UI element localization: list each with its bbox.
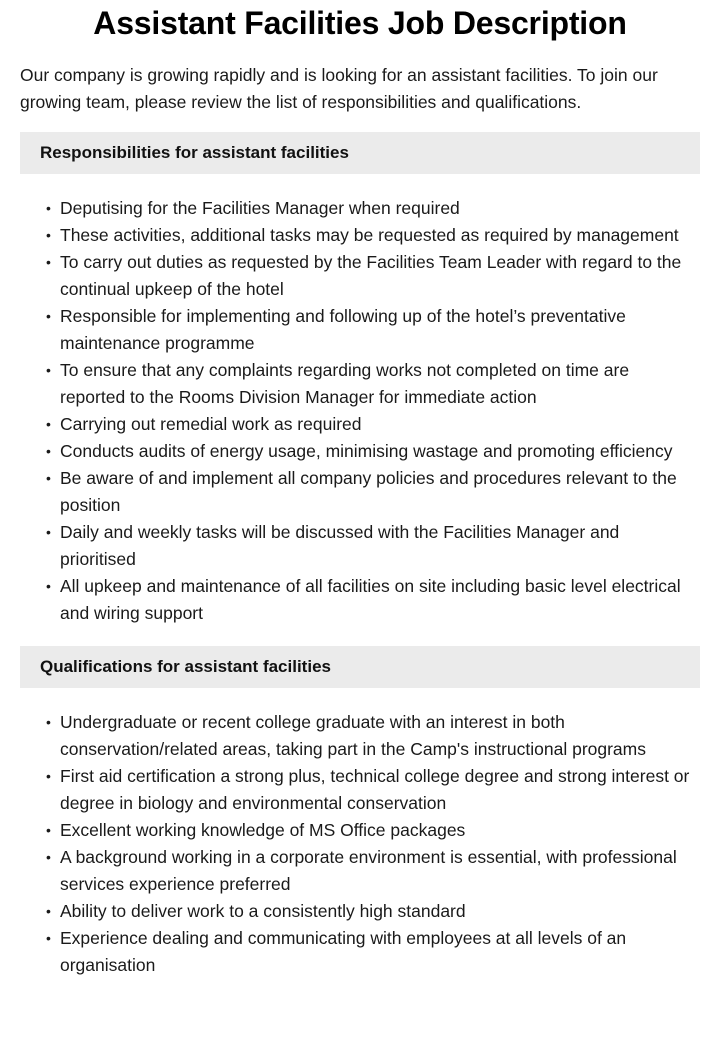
list-item: [46, 411, 700, 438]
bullet-icon: •: [46, 200, 51, 216]
bullet-icon: •: [46, 768, 51, 784]
intro-paragraph: Our company is growing rapidly and is looking for an assistant facilities. To join our growing team, please review the list of responsibilities and qualifications.: [20, 65, 658, 112]
list-item-text: Excellent working knowledge of MS Office packages: [60, 820, 466, 840]
bullet-icon: •: [46, 930, 51, 946]
list-item: [46, 519, 700, 573]
responsibilities-list: [20, 195, 700, 627]
bullet-icon: •: [46, 714, 51, 730]
bullet-icon: •: [46, 443, 51, 459]
list-item-text: Be aware of and implement all company policies and procedures relevant to the position: [60, 468, 677, 515]
list-item-text: These activities, additional tasks may be requested as required by management: [60, 225, 679, 245]
list-item: [46, 817, 700, 844]
list-item: [46, 898, 700, 925]
list-item-text: Ability to deliver work to a consistently high standard: [60, 901, 466, 921]
bullet-icon: •: [46, 903, 51, 919]
list-item-text: First aid certification a strong plus, technical college degree and strong interest or degree in biology and environmental conservation: [60, 766, 690, 813]
list-item: [46, 709, 700, 763]
list-item: [46, 249, 700, 303]
list-item: [46, 222, 700, 249]
list-item-text: Deputising for the Facilities Manager when required: [60, 198, 460, 218]
list-item: [46, 195, 700, 222]
qualifications-list: [20, 709, 700, 979]
list-item-text: Conducts audits of energy usage, minimising wastage and promoting efficiency: [60, 441, 673, 461]
list-item-text: All upkeep and maintenance of all facilities on site including basic level electrical and wiring support: [60, 576, 681, 623]
bullet-icon: •: [46, 416, 51, 432]
list-item: [46, 925, 700, 979]
list-item: [46, 357, 700, 411]
bullet-icon: •: [46, 308, 51, 324]
page-title: Assistant Facilities Job Description: [93, 5, 627, 41]
responsibilities-heading: Responsibilities for assistant facilities: [20, 132, 700, 174]
list-item-text: To carry out duties as requested by the Facilities Team Leader with regard to the continual upkeep of the hotel: [60, 252, 682, 299]
bullet-icon: •: [46, 362, 51, 378]
list-item: [46, 763, 700, 817]
list-item-text: Experience dealing and communicating with employees at all levels of an organisation: [60, 928, 627, 975]
list-item: [46, 573, 700, 627]
bullet-icon: •: [46, 524, 51, 540]
bullet-icon: •: [46, 849, 51, 865]
list-item-text: Responsible for implementing and following up of the hotel’s preventative maintenance programme: [60, 306, 626, 353]
list-item-text: Carrying out remedial work as required: [60, 414, 362, 434]
qualifications-heading: Qualifications for assistant facilities: [20, 646, 700, 688]
bullet-icon: •: [46, 470, 51, 486]
bullet-icon: •: [46, 227, 51, 243]
bullet-icon: •: [46, 822, 51, 838]
bullet-icon: •: [46, 254, 51, 270]
list-item-text: Daily and weekly tasks will be discussed with the Facilities Manager and prioritised: [60, 522, 620, 569]
list-item-text: A background working in a corporate environment is essential, with professional services experience preferred: [60, 847, 677, 894]
list-item: [46, 844, 700, 898]
list-item-text: To ensure that any complaints regarding works not completed on time are reported to the Rooms Division Manager for immediate action: [60, 360, 630, 407]
list-item: [46, 438, 700, 465]
list-item: [46, 303, 700, 357]
bullet-icon: •: [46, 578, 51, 594]
list-item: [46, 465, 700, 519]
list-item-text: Undergraduate or recent college graduate with an interest in both conservation/related areas, taking part in the Camp's instructional programs: [60, 712, 646, 759]
